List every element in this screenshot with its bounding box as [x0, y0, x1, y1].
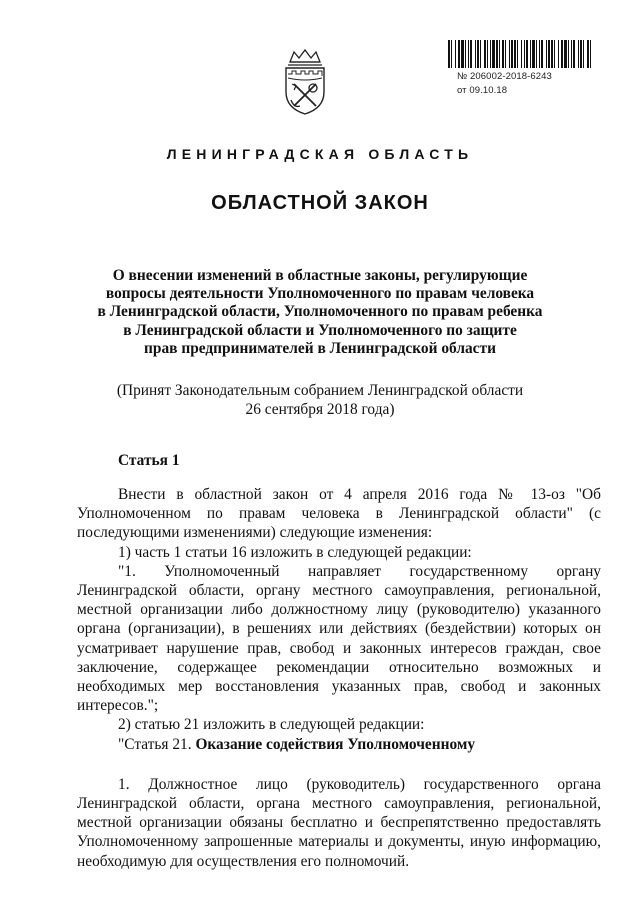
region-name: ЛЕНИНГРАДСКАЯ ОБЛАСТЬ — [166, 146, 474, 162]
coat-of-arms-icon — [282, 48, 328, 116]
law-title — [60, 267, 580, 358]
adoption-note-line: 26 сентября 2018 года) — [245, 401, 395, 418]
article-part-paragraph: 1. Должностное лицо (руководитель) государственного органа Ленинградской области, органа местного самоуправления, региональной, местной организации обязаны бесплатно и беспрепятственно предоставлять Уполномоченному запрошенные материалы и документы, иную информацию, необходимую для осуществления его полномочий. — [77, 775, 601, 870]
quoted-article-number: "Статья 21. — [118, 735, 196, 753]
registration-number: № 206002-2018-6243 — [457, 71, 552, 82]
quoted-article-heading — [77, 735, 601, 754]
registration-date: от 09.10.18 — [457, 85, 508, 96]
law-title-line: в Ленинградской области, Уполномоченного по правам ребенка — [97, 303, 543, 321]
law-title-line: О внесении изменений в областные законы, регулирующие — [112, 267, 528, 284]
article-heading: Статья 1 — [118, 452, 180, 469]
spacer — [77, 754, 601, 775]
law-title-line: вопросы деятельности Уполномоченного по правам человека — [105, 285, 535, 303]
law-title-line: в Ленинградской области и Уполномоченного по защите — [123, 321, 517, 339]
adoption-note — [60, 381, 580, 419]
law-title-line: прав предпринимателей в Ленинградской области — [144, 339, 496, 357]
list-item: 2) статью 21 изложить в следующей редакции: — [118, 716, 425, 734]
law-type-heading: ОБЛАСТНОЙ ЗАКОН — [211, 192, 429, 214]
barcode-icon — [448, 40, 592, 68]
intro-paragraph: Внести в областной закон от 4 апреля 2016 года № 13-оз "Об Уполномоченном по правам человека в Ленинградской области" (с последующими изменениями) следующие изменения: — [77, 486, 601, 542]
list-item: 1) часть 1 статьи 16 изложить в следующей редакции: — [118, 543, 472, 561]
quoted-article-title: Оказание содействия Уполномоченному — [195, 735, 476, 753]
article-body — [77, 485, 601, 871]
adoption-note-line: (Принят Законодательным собранием Ленинградской области — [116, 382, 524, 399]
quoted-paragraph: "1. Уполномоченный направляет государственному органу Ленинградской области, органу местного самоуправления, региональной, местной организации либо должностному лицу (руководителю) указанного органа (организации), в решениях или действиях (бездействии) которых он усматривает нарушение прав, свобод и законных интересов граждан, свое заключение, содержащее рекомендации относительно возможных и необходимых мер восстановления указанных прав, свобод и законных интересов."; — [77, 562, 601, 715]
